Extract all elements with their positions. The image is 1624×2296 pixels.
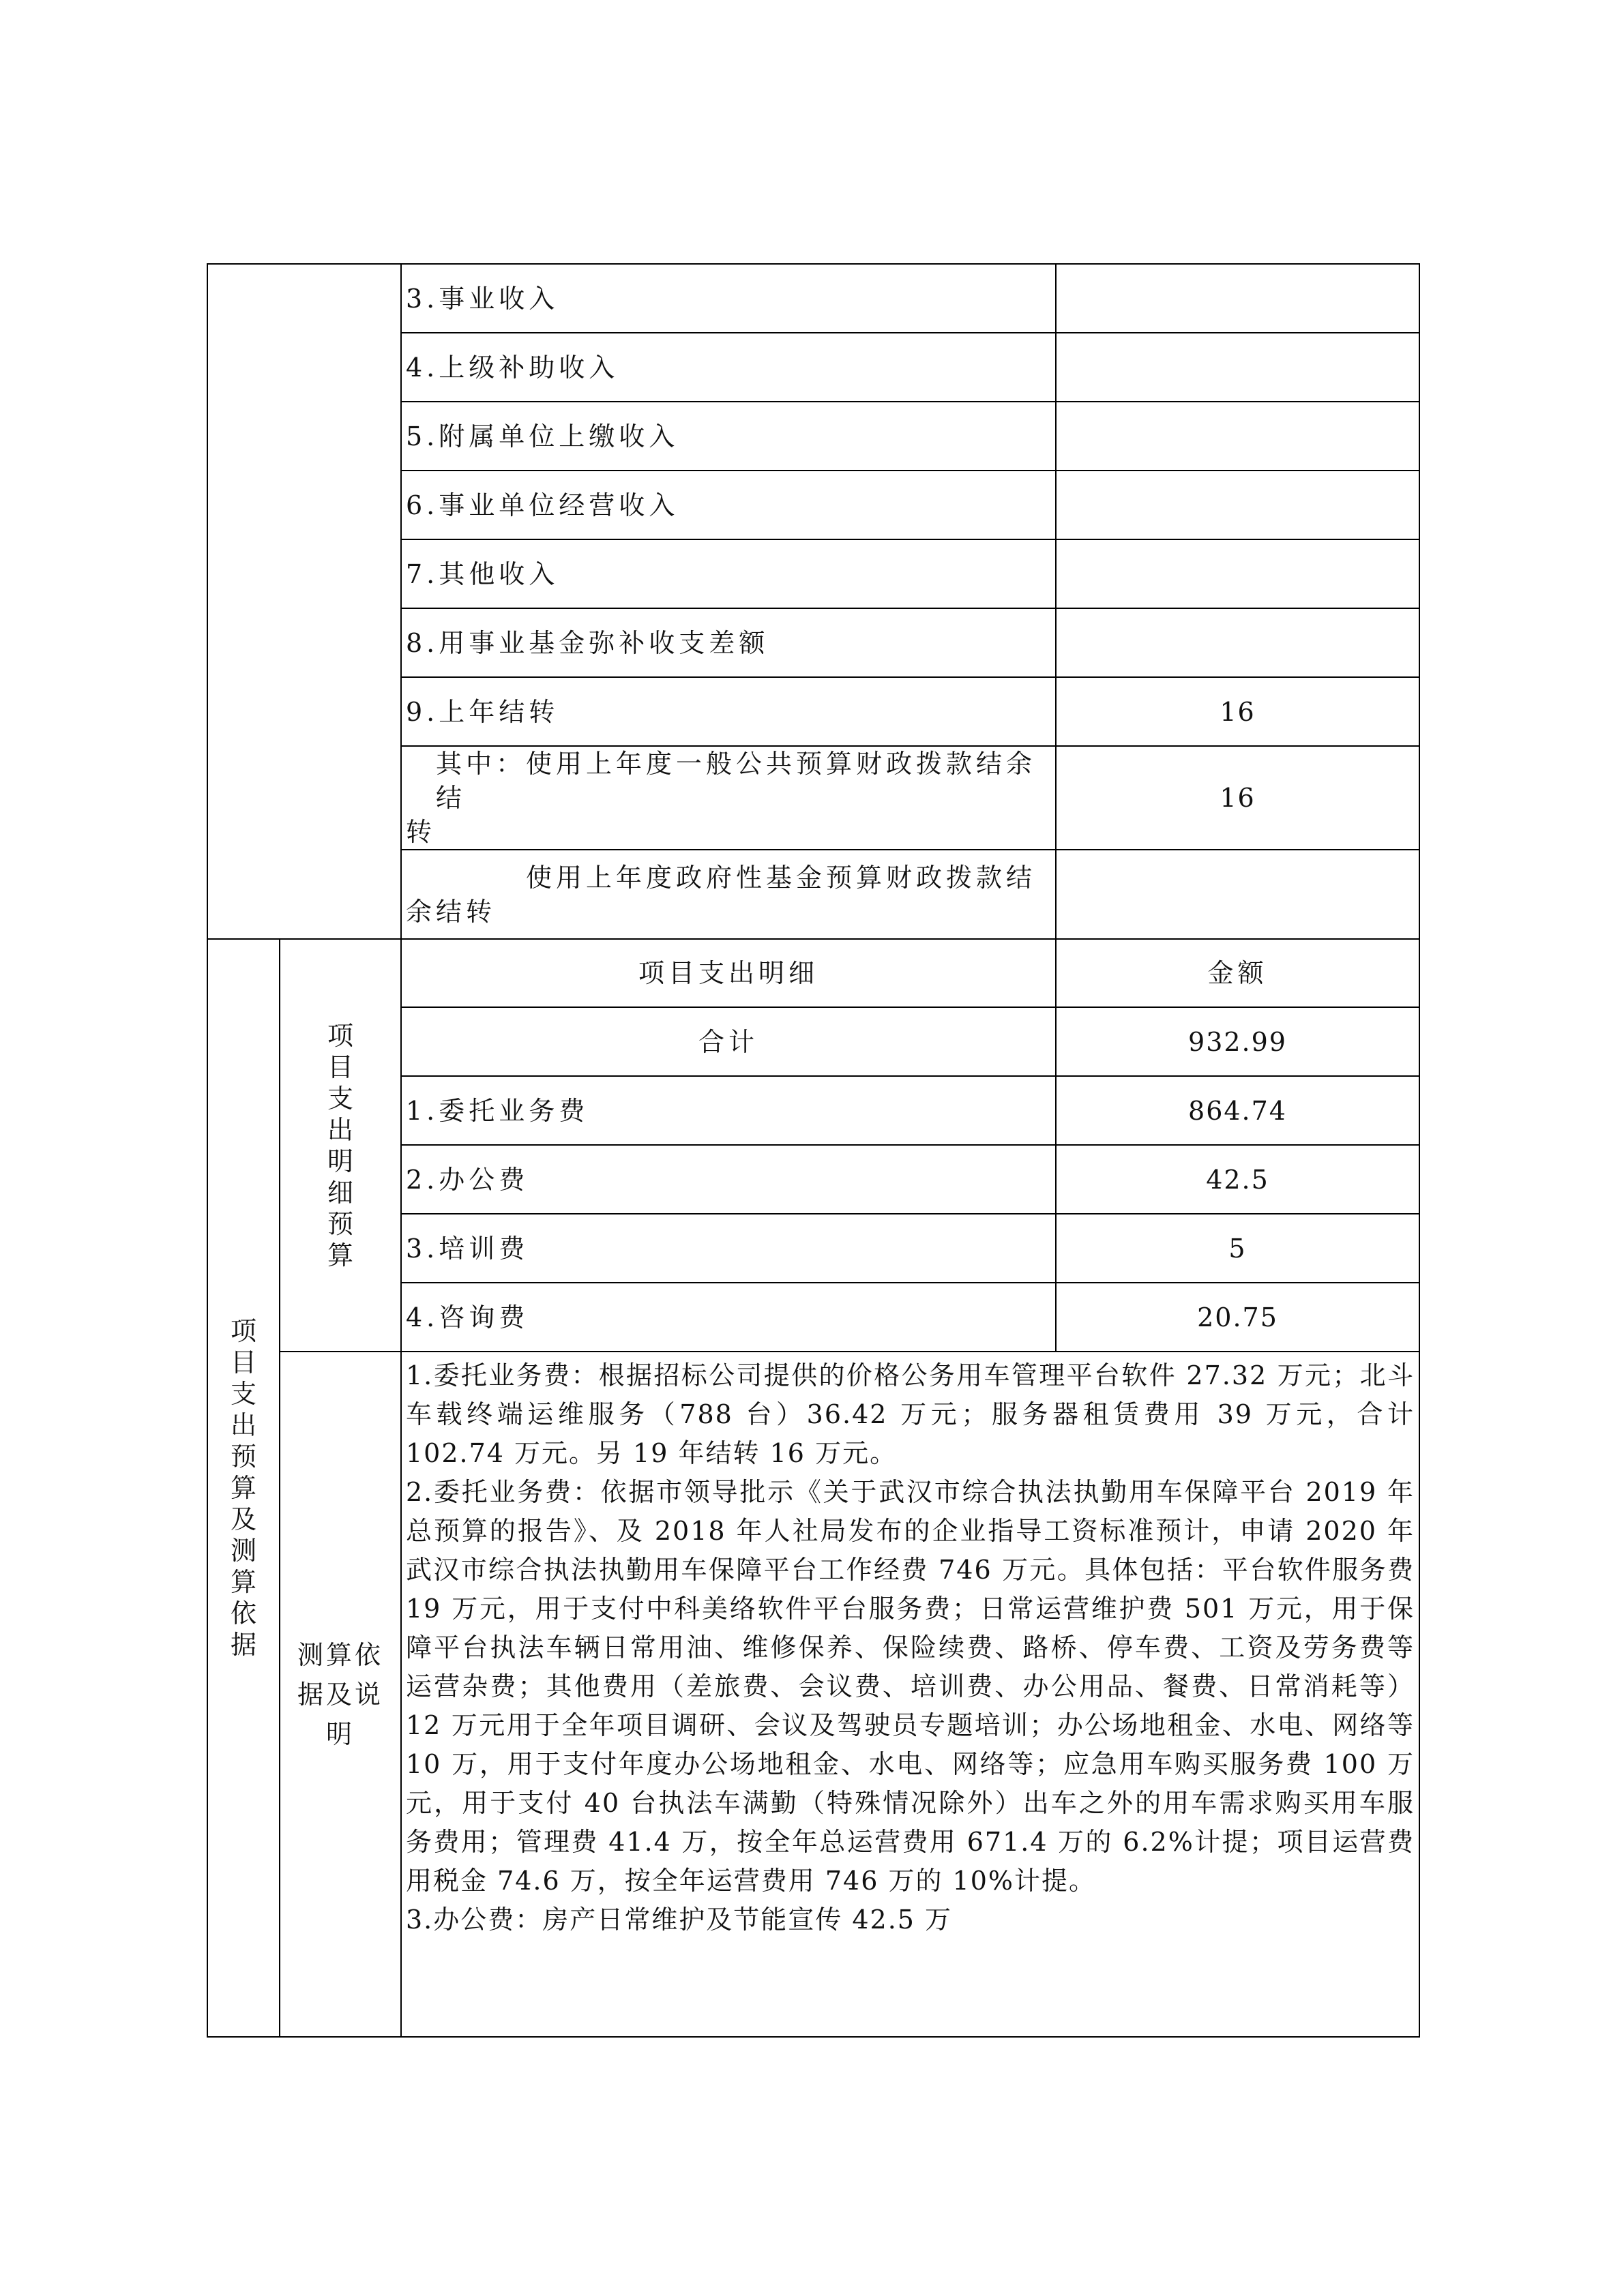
budget-table — [207, 263, 1420, 2038]
detail-label: 4.咨询费 — [401, 1283, 1056, 1352]
basis-paragraph-3: 3.办公费：房产日常维护及节能宣传 42.5 万 — [406, 1905, 953, 1935]
income-label: 3.事业收入 — [401, 264, 1056, 333]
table-row — [207, 264, 1419, 333]
income-label: 8.用事业基金弥补收支差额 — [401, 608, 1056, 677]
detail-total-value: 932.99 — [1056, 1007, 1419, 1076]
basis-paragraph-2: 2.委托业务费：依据市领导批示《关于武汉市综合执法执勤用车保障平台 2019 年总预算的报告》、及 2018 年人社局发布的企业指导工资标准预计，申请 2020 年武汉市综合执法执勤用车保障平台工作经费 746 万元。具体包括：平台软件服务费 19 万元，用于支付中科美络软件平台服务费；日常运营维护费 501 万元，用于保障平台执法车辆日常用油、维修保养、保险续费、路桥、停车费、工资及劳务费等运营杂费；其他费用（差旅费、会议费、培训费、办公用品、餐费、日常消耗等）12 万元用于全年项目调研、会议及驾驶员专题培训；办公场地租金、水电、网络等 10 万，用于支付年度办公场地租金、水电、网络等；应急用车购买服务费 100 万元，用于支付 40 台执法车满勤（特殊情况除外）出车之外的用车需求购买用车服务费用；管理费 41.4 万，按全年总运营费用 671.4 万的 6.2%计提；项目运营费用税金 74.6 万，按全年运营费用 746 万的 10%计提。 — [406, 1477, 1415, 1896]
income-label: 5.附属单位上缴收入 — [401, 402, 1056, 471]
detail-header-amount: 金额 — [1056, 939, 1419, 1007]
detail-header-item: 项目支出明细 — [401, 939, 1056, 1007]
carryover-fund-line2: 余结转 — [406, 896, 497, 927]
basis-text — [406, 1356, 1415, 1939]
income-value — [1056, 539, 1419, 608]
income-value — [1056, 333, 1419, 402]
income-value — [1056, 264, 1419, 333]
carryover-general-line1: 其中：使用上年度一般公共预算财政拨款结余结 — [436, 749, 1037, 813]
income-label: 7.其他收入 — [401, 539, 1056, 608]
carryover-general-value: 16 — [1056, 746, 1419, 850]
detail-label: 2.办公费 — [401, 1145, 1056, 1214]
carryover-fund-label — [401, 850, 1056, 939]
table-row — [207, 1352, 1419, 2037]
income-value — [1056, 608, 1419, 677]
detail-value: 20.75 — [1056, 1283, 1419, 1352]
detail-label: 1.委托业务费 — [401, 1076, 1056, 1145]
carryover-fund-line1: 使用上年度政府性基金预算财政拨款结 — [526, 862, 1037, 893]
section-detail-label: 项 目 支 出 明 细 预 算 — [280, 939, 401, 1352]
income-label: 9.上年结转 — [401, 677, 1056, 746]
income-value: 16 — [1056, 677, 1419, 746]
income-value — [1056, 471, 1419, 539]
section-basis-label: 测算依 据及说 明 — [280, 1352, 401, 2037]
table-row — [207, 939, 1419, 1007]
carryover-fund-value — [1056, 850, 1419, 939]
income-value — [1056, 402, 1419, 471]
detail-value: 864.74 — [1056, 1076, 1419, 1145]
carryover-general-label — [401, 746, 1056, 850]
basis-text-cell — [401, 1352, 1419, 2037]
detail-label: 3.培训费 — [401, 1214, 1056, 1283]
carryover-general-line2: 转 — [406, 817, 437, 847]
detail-total-label: 合计 — [401, 1007, 1056, 1076]
basis-paragraph-1: 1.委托业务费：根据招标公司提供的价格公务用车管理平台软件 27.32 万元；北斗车载终端运维服务（788 台）36.42 万元；服务器租赁费用 39 万元，合计 102.74 万元。另 19 年结转 16 万元。 — [406, 1360, 1415, 1468]
income-label: 6.事业单位经营收入 — [401, 471, 1056, 539]
empty-left-cell — [207, 264, 401, 939]
detail-value: 5 — [1056, 1214, 1419, 1283]
detail-value: 42.5 — [1056, 1145, 1419, 1214]
section-outer-label: 项 目 支 出 预 算 及 测 算 依 据 — [207, 939, 280, 2037]
income-label: 4.上级补助收入 — [401, 333, 1056, 402]
